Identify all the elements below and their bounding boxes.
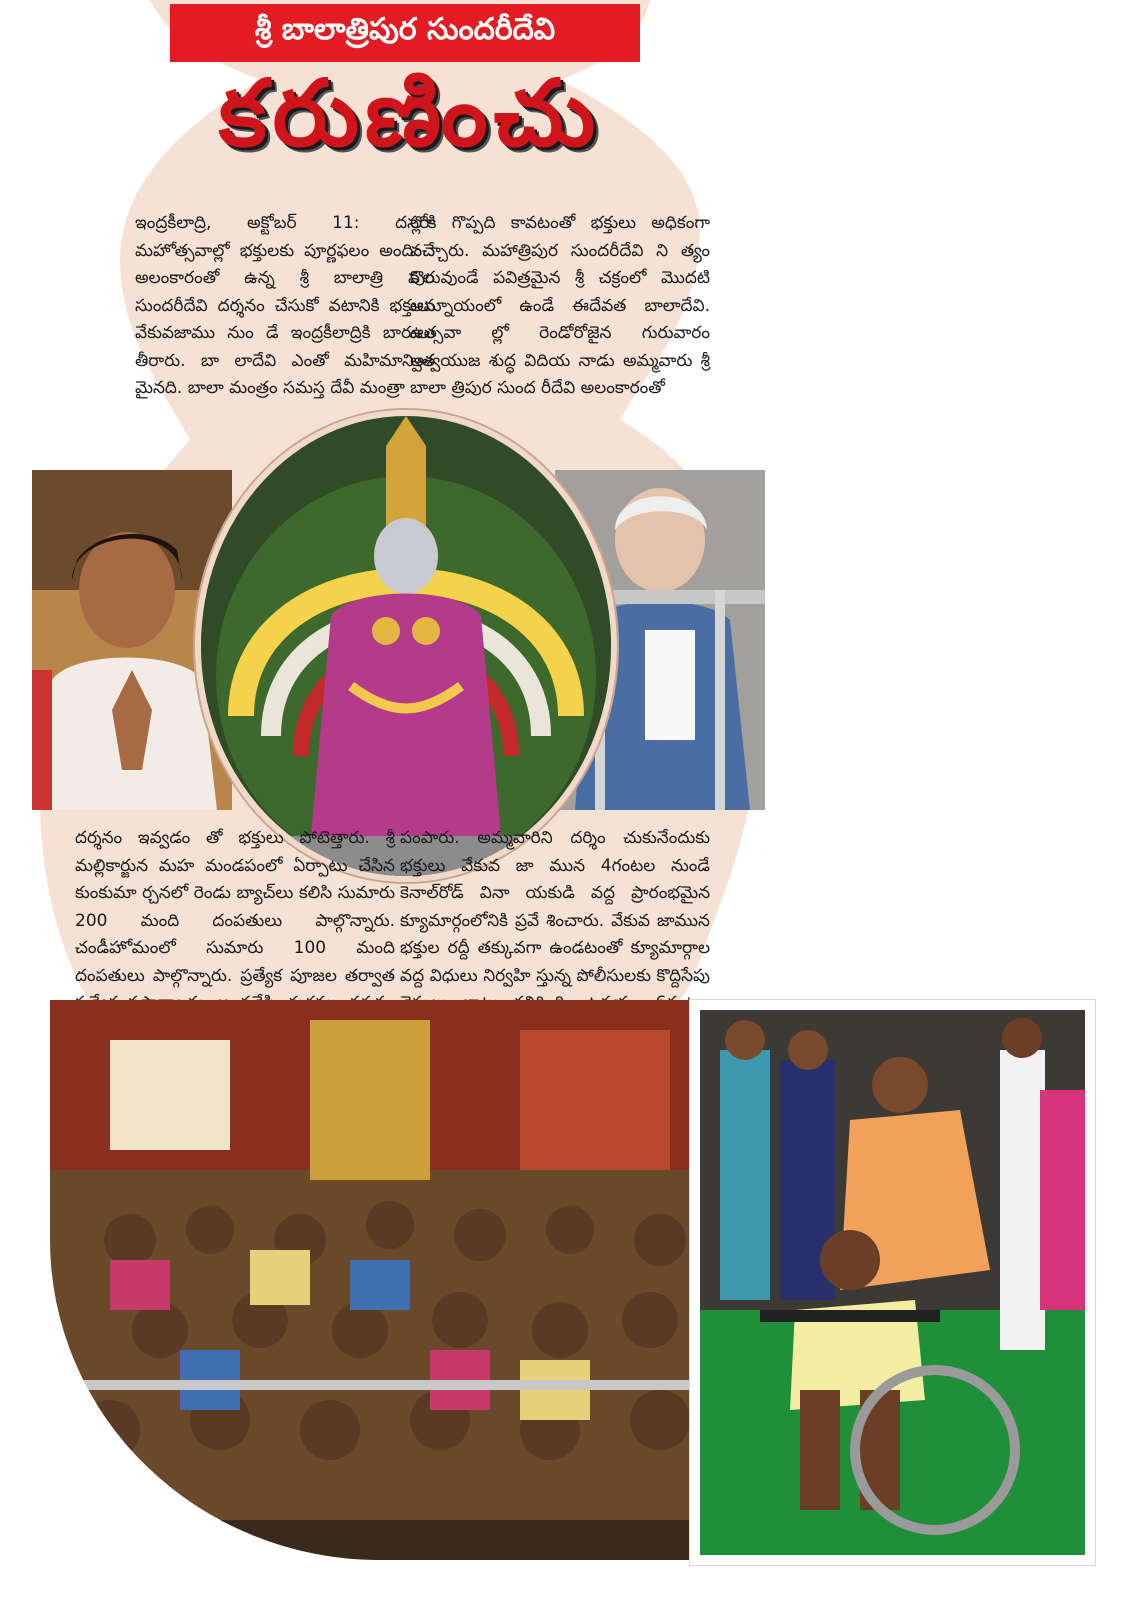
- article-column-1: ఇంద్రకీలాద్రి, అక్టోబర్ 11: దసరా మహోత్సవాల్లో భక్తులకు పూర్ణఫలం అందించే అలంకారంతో ఉన్న శ్రీ బాలాత్రి పుర సుందరీదేవి దర్శనం చేసుకో వటానికి భక్తులు వేకువజాము నుం డే ఇంద్రకీలాద్రికి బారులు తీరారు. బా లాదేవి ఎంతో మహిమాన్విత మైనది. బాలా మంత్రం సమస్త దేవీ మంత్రా: [135, 213, 435, 398]
- goddess-idol-photo: [195, 410, 617, 882]
- article-kicker: [170, 4, 640, 62]
- wheelchair-photo: [700, 1010, 1085, 1555]
- article-column-3: దర్శనం ఇవ్వడం తో భక్తులు పోటెత్తారు. శ్రీ మల్లికార్జున మహ మండపంలో ఏర్పాటు చేసిన కుంకుమా ర్చనలో రెండు బ్యాచ్‌లు కలిసి సుమారు 200 మంది దంపతులు పాల్గొన్నారు. చండీహోమంలో సుమారు 100 మంది దంపతులు పాల్గొన్నారు. ప్రత్యేక పూజల తర్వాత: [75, 828, 395, 986]
- article-column-4-text: పంపారు. అమ్మవారిని దర్శిం చుకునేందుకు భక్తులు వేకువ జా మున 4గంటల నుండే కెనాల్‌రోడ్ వినా యకుడి వద్ద ప్రారంభమైన క్యూమార్గంలోనికి ప్రవే శించారు. వేకువ జామున భక్తుల రద్దీ తక్కువగా ఉండటంతో క్యూమార్గాల వద్ద విధులు నిర్వహి స్తున్న పోలీసులకు కొద్దిసేపు: [400, 828, 710, 986]
- kicker-text: శ్రీ బాలాత్రిపుర సుందరీదేవి: [254, 12, 556, 47]
- article-headline: [218, 60, 602, 180]
- article-column-2: ల్లోకి గొప్పది కావటంతో భక్తులు అధికంగా వచ్చారు. మహాత్రిపుర సుందరీదేవి ని త్యం కొలువుండే పవిత్రమైన శ్రీ చక్రంలో మొదటి అమ్నాయంలో ఉండే ఈదేవత బాలాదేవి. ఉత్సవా ల్లో రెండోరోజైన గురువారం ఆశ్వయుజ శుద్ధ విదియ నాడు అమ్మవారు శ్రీ బాలా త్రిపుర సుంద రీదేవి అలంకారంతో: [410, 213, 710, 398]
- headline-text: కరుణించు: [218, 60, 602, 167]
